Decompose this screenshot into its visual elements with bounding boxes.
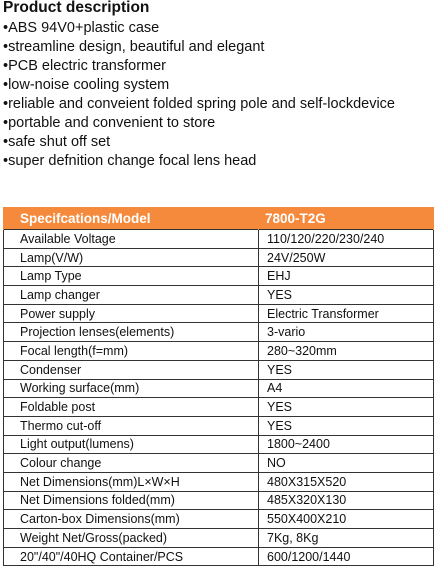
spec-value: 3-vario bbox=[259, 323, 434, 342]
feature-list bbox=[3, 19, 395, 171]
table-row bbox=[4, 360, 434, 379]
spec-value: YES bbox=[259, 398, 434, 417]
spec-value: 110/120/220/230/240 bbox=[259, 230, 434, 249]
header-model-label: 7800-T2G bbox=[259, 207, 434, 230]
table-row bbox=[4, 230, 434, 249]
spec-name: Colour change bbox=[4, 454, 259, 473]
spec-name: Net Dimensions(mm)L×W×H bbox=[4, 472, 259, 491]
feature-item: •safe shut off set bbox=[3, 134, 111, 150]
spec-value: 1800~2400 bbox=[259, 435, 434, 454]
table-row bbox=[4, 342, 434, 361]
feature-item: •reliable and conveient folded spring pole and self-lockdevice bbox=[3, 96, 395, 112]
spec-name: Projection lenses(elements) bbox=[4, 323, 259, 342]
table-row bbox=[4, 491, 434, 510]
spec-value: 24V/250W bbox=[259, 248, 434, 267]
table-row bbox=[4, 454, 434, 473]
spec-name: Power supply bbox=[4, 304, 259, 323]
table-row bbox=[4, 547, 434, 566]
spec-table-header bbox=[4, 207, 434, 230]
spec-value: Electric Transformer bbox=[259, 304, 434, 323]
spec-value: 550X400X210 bbox=[259, 510, 434, 529]
spec-value: 7Kg, 8Kg bbox=[259, 529, 434, 548]
table-row bbox=[4, 323, 434, 342]
table-row bbox=[4, 248, 434, 267]
spec-value: YES bbox=[259, 286, 434, 305]
spec-value: A4 bbox=[259, 379, 434, 398]
table-row bbox=[4, 529, 434, 548]
spec-name: Foldable post bbox=[4, 398, 259, 417]
spec-name: Lamp(V/W) bbox=[4, 248, 259, 267]
spec-value: NO bbox=[259, 454, 434, 473]
spec-name: Condenser bbox=[4, 360, 259, 379]
feature-item: •super defnition change focal lens head bbox=[3, 153, 257, 169]
spec-table bbox=[3, 207, 434, 566]
spec-name: Net Dimensions folded(mm) bbox=[4, 491, 259, 510]
spec-value: EHJ bbox=[259, 267, 434, 286]
spec-name: Available Voltage bbox=[4, 230, 259, 249]
feature-item: •low-noise cooling system bbox=[3, 77, 170, 93]
spec-name: 20"/40"/40HQ Container/PCS bbox=[4, 547, 259, 566]
table-row bbox=[4, 472, 434, 491]
table-row bbox=[4, 398, 434, 417]
spec-name: Lamp changer bbox=[4, 286, 259, 305]
table-row bbox=[4, 435, 434, 454]
table-row bbox=[4, 379, 434, 398]
feature-item: •portable and convenient to store bbox=[3, 115, 216, 131]
spec-value: 480X315X520 bbox=[259, 472, 434, 491]
spec-name: Focal length(f=mm) bbox=[4, 342, 259, 361]
spec-value: 485X320X130 bbox=[259, 491, 434, 510]
feature-item: •PCB electric transformer bbox=[3, 58, 167, 74]
spec-name: Working surface(mm) bbox=[4, 379, 259, 398]
table-row bbox=[4, 304, 434, 323]
spec-name: Carton-box Dimensions(mm) bbox=[4, 510, 259, 529]
spec-value: 280~320mm bbox=[259, 342, 434, 361]
table-row bbox=[4, 416, 434, 435]
header-spec-label: Specifcations/Model bbox=[4, 207, 259, 230]
table-row bbox=[4, 510, 434, 529]
spec-value: YES bbox=[259, 360, 434, 379]
feature-item: •streamline design, beautiful and elegant bbox=[3, 39, 265, 55]
spec-name: Light output(lumens) bbox=[4, 435, 259, 454]
spec-value: YES bbox=[259, 416, 434, 435]
table-row bbox=[4, 267, 434, 286]
section-title: Product description bbox=[3, 0, 150, 16]
feature-item: •ABS 94V0+plastic case bbox=[3, 20, 160, 36]
spec-name: Weight Net/Gross(packed) bbox=[4, 529, 259, 548]
table-row bbox=[4, 286, 434, 305]
spec-name: Lamp Type bbox=[4, 267, 259, 286]
spec-value: 600/1200/1440 bbox=[259, 547, 434, 566]
spec-name: Thermo cut-off bbox=[4, 416, 259, 435]
